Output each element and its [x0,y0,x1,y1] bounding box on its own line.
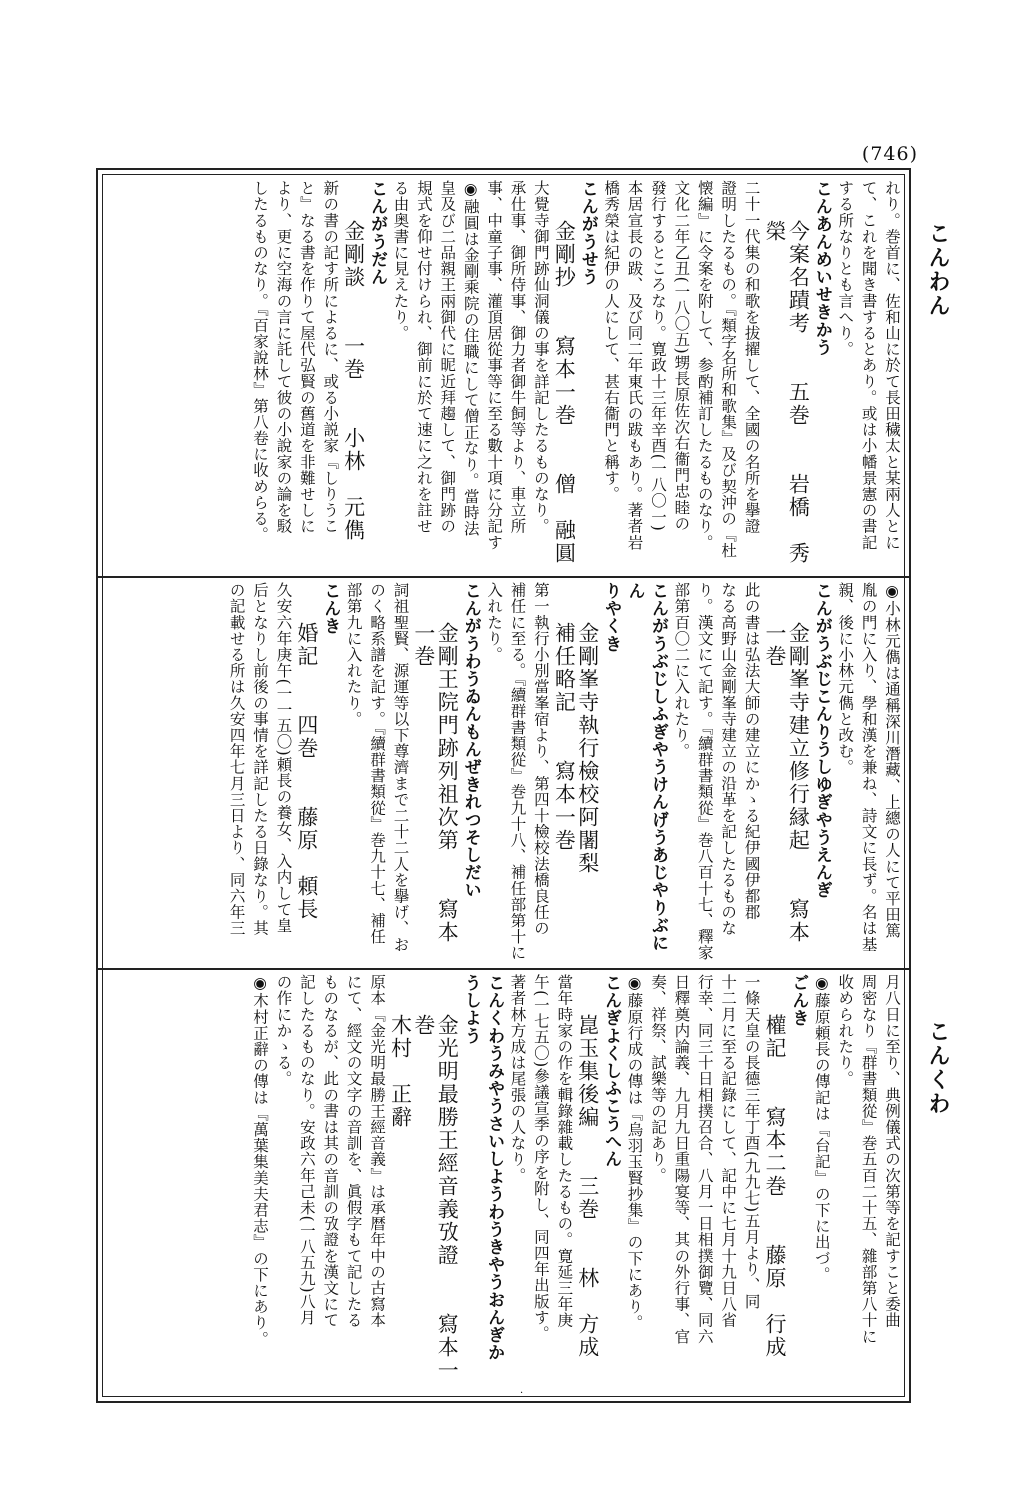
side-label-top: こんわん [925,222,950,318]
text-line: り。漢文にて記す。『續群書類從』巻八百十七、釋家 [695,582,714,961]
text-line: 原本『金光明最勝王經音義』は承暦年中の古寫本 [368,974,387,1329]
section-bottom-text [104,974,903,1394]
section-top-text [104,180,903,570]
text-line: 補任に至る。『續群書類從』巻九十八、補任部第十に [508,582,527,961]
text-line: 詞祖聖賢、源運等以下尊濟まで二十二人を擧げ、お [391,582,410,953]
text-line: ◉小林元儁は通稱深川潛藏、上總の人にて平田篤 [883,582,901,939]
entry-title: 金剛抄 寫本一巻 僧 融圓 [552,220,577,565]
text-line: 規式を仰せ付けられ、御前に於て速に之れを註せ [414,180,433,535]
text-line: る由奥書に見えたり。 [391,180,410,341]
entry-title: 崑玉集後編 三巻 林 方成 [575,1014,600,1359]
text-line: 胤の門に入り、學和漢を兼ね、詩文に長ず。名は基 [859,582,878,953]
section-middle-text [104,582,903,962]
text-line: 部第百〇二に入れたり。 [672,582,691,760]
entry-title: 婚記 四巻 藤原 頼長 [294,622,319,921]
text-line: 證明したるもの。『類字名所和歌集』及び契沖の『杜 [719,180,738,559]
text-line: のく略系譜を記す。『續群書類從』巻九十七、補任 [368,582,387,945]
section-bottom [104,974,903,1394]
text-line: にて、經文の文字の音訓を、眞假字もて記したる [344,974,363,1329]
text-line: 當年時家の作を輯錄雜載したるもの。寛延三年庚 [555,974,574,1329]
entry-title: 補任略記 寫本一巻 [552,622,577,852]
text-line: 此の書は弘法大師の建立にかゝる紀伊國伊都郡 [742,582,761,921]
text-line: 大覺寺御門跡仙洞儀の事を詳記したるものなり。 [531,180,550,535]
text-line: 周密なり『群書類從』巻五百二十五、雜部第八十に [859,974,878,1345]
text-line: 久安六年庚午(一一五〇)頼長の養女、入内して皇 [274,582,293,934]
entry-heading: こんぎよくしふこうへん [601,974,622,1168]
text-line: なる高野山金剛峯寺建立の沿革を記したるものな [719,582,738,937]
text-line: ◉藤原頼長の傳記は『台記』の下に出づ。 [812,974,831,1283]
text-line: の作にかゝる。 [274,974,293,1087]
text-line: 記したるものなり。安政六年己未(一八五九)八月 [297,974,316,1326]
entry-heading: ごんき [788,974,809,1027]
text-line: 懐編』に令案を附して、参酌補訂したるものなり。 [695,180,714,551]
text-line: 十二月に至る記錄にして、記中に七月十九日八省 [719,974,738,1329]
section-divider [98,576,909,578]
entry-title: 金剛談 一巻 小林 元儁 [341,220,366,542]
section-middle [104,582,903,962]
text-line: 收められたり。 [836,974,855,1087]
text-line: 著者林方成は尾張の人なり。 [508,974,527,1184]
text-line: の記載せる所は久安四年七月三日より、同六年三 [227,582,246,937]
text-line: 橋秀榮は紀伊の人にして、甚右衞門と稱す。 [602,180,621,502]
text-line: 后となりし前後の事情を詳記したる日錄なり。其 [251,582,270,937]
text-line: 發行するところなり。寛政十三年辛酉(一八〇一) [648,180,667,532]
text-line: する所なりとも言へり。 [836,180,855,358]
entry-heading: こんがうぶじこんりうしゆぎやうえんぎ [811,582,832,899]
entry-heading: こんくわうみやうさいしようわうきやうおんぎか [484,974,505,1362]
entry-heading: こんがうぶじしふぎやうけんげうあじやりぶにん [624,582,668,952]
text-line: と』なる書を作りて屋代弘賢の舊道を非難せしに [297,180,316,535]
entry-heading: りやくき [601,582,622,653]
entry-title: 木村 正辭 [388,1014,413,1129]
text-line: 皇及び二品親王兩御代に昵近拜趨して、御門跡の [438,180,457,535]
text-line: より、更に空海の言に託して彼の小說家の論を駁 [274,180,293,535]
page-number: (746) [861,143,918,165]
text-line: 第一執行小別當峯宿より、第四十檢校法橋良任の [531,582,550,937]
text-line: 文化二年乙丑(一八〇五)甥長原佐次右衞門忠睦の [672,180,691,532]
page-frame [96,168,911,1403]
text-line: 部第九に入れたり。 [344,582,363,727]
text-line: ◉藤原行成の傳は『烏羽玉賢抄集』の下にあり。 [625,974,644,1331]
text-line: 日釋奠内論義、九月九日重陽宴等、其の外行事、官 [672,974,691,1345]
text-line: 新の書の記す所によるに、或る小説家『しりうこ [321,180,340,535]
section-top [104,180,903,570]
text-line: ものなるが、此の書は其の音訓の攷證を漢文にて [321,974,340,1329]
entry-title: 金剛王院門跡列祖次第 寫本一巻 [411,622,460,944]
entry-title: 今案名蹟考 五巻 岩橋 秀榮 [762,220,811,565]
text-line: 月八日に至り、典例儀式の次第等を記すこと委曲 [883,974,901,1329]
text-line: 行幸、同三十日相撲召合、八月一日相撲御覽、同六 [695,974,714,1345]
text-line: ◉木村正辭の傳は『萬葉集美夫君志』の下にあり。 [251,974,270,1347]
entry-title: 金剛峯寺執行檢校阿闍梨 [575,622,600,875]
text-line: 二十一代集の和歌を拔擢して、全國の名所を擧證 [742,180,761,535]
text-line: 承仕事、御所侍事、御力者御牛飼等より、車立所 [508,180,527,535]
text-line: 本居宣長の跋、及び同二年東氏の跋もあり。著者岩 [625,180,644,551]
text-line: 入れたり。 [485,582,504,663]
section-divider [98,968,909,970]
entry-title: 權記 寫本二巻 藤原 行成 [762,1014,787,1359]
side-label-bottom: こんくわ [925,1020,950,1116]
entry-heading: こんがうわうゐんもんぜきれつそしだい [460,582,481,899]
text-line: したるものなり。『百家說林』第八卷に收めらる。 [251,180,270,543]
text-line: ◉融圓は金剛乘院の住職にして僧正なり。當時法 [461,180,480,537]
text-line: れり。巻首に、佐和山に於て長田穢太と某兩人とに [883,180,901,551]
text-line: 奏、祥祭、試樂等の記あり。 [648,974,667,1184]
entry-title: 金剛峯寺建立修行縁起 寫本一巻 [762,622,811,944]
entry-heading: こんがうだん [367,180,388,286]
entry-heading: うしよう [460,974,481,1045]
text-line: て、これを聞き書するとあり。或は小幡景憲の書記 [859,180,878,551]
text-line: 親、後に小林元儁と改む。 [836,582,855,776]
entry-heading: こんき [320,582,341,635]
text-line: 午(一七五〇)參議宣季の序を附し、同四年出版す。 [531,974,550,1342]
entry-heading: こんあんめいせきかう [811,180,832,356]
text-line: 事、中童子事、灌頂居從事等に至る數十項に分記す [485,180,504,551]
text-line: 一條天皇の長德三年丁酉(九九七)五月より、同 [742,974,761,1310]
entry-title: 金光明最勝王經音義攷證 寫本一巻 [411,1014,460,1382]
entry-heading: こんがうせう [577,180,598,286]
